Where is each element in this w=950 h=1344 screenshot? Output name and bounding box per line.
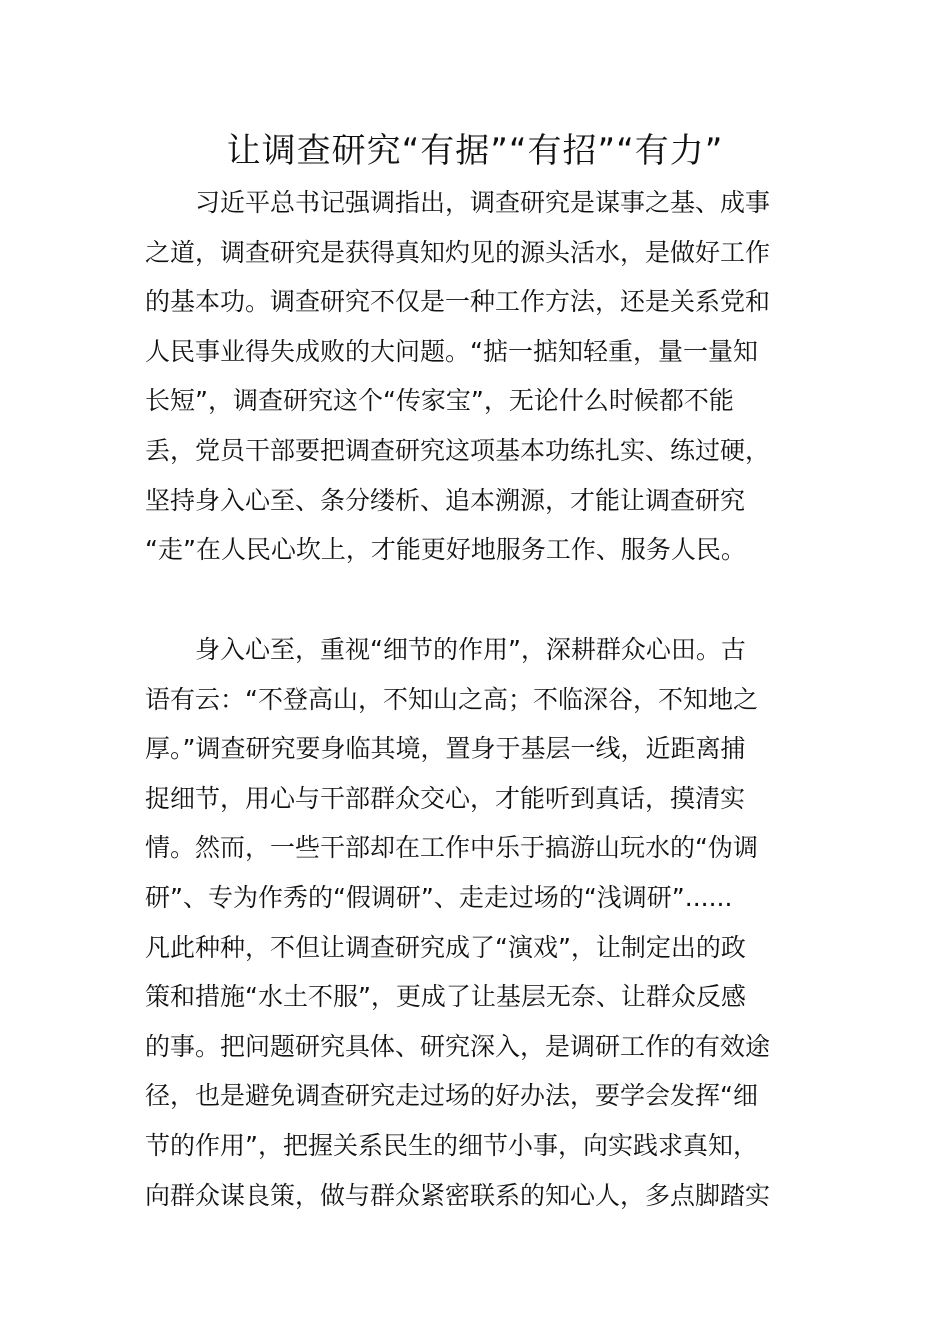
paragraph-line: 之道，调查研究是获得真知灼见的源头活水，是做好工作 [145, 237, 771, 267]
paragraph-line: 研”、专为作秀的“假调研”、走走过场的“浅调研”...... [145, 882, 733, 912]
paragraph-line: 长短”，调查研究这个“传家宝”，无论什么时候都不能 [145, 386, 734, 416]
paragraph-1 [145, 178, 807, 575]
paragraph-line: 习近平总书记强调指出，调查研究是谋事之基、成事 [195, 188, 771, 217]
paragraph-line: 丢，党员干部要把调查研究这项基本功练扎实、练过硬， [145, 435, 771, 465]
paragraph-line: 凡此种种，不但让调查研究成了“演戏”，让制定出的政 [145, 932, 746, 962]
paragraph-line: 的事。把问题研究具体、研究深入，是调研工作的有效途 [145, 1031, 771, 1061]
paragraph-line: 策和措施“水土不服”，更成了让基层无奈、让群众反感 [145, 982, 746, 1012]
paragraph-line: 坚持身入心至、条分缕析、追本溯源，才能让调查研究 [145, 485, 746, 515]
paragraph-line: 向群众谋良策，做与群众紧密联系的知心人，多点脚踏实 [145, 1180, 771, 1210]
document-title: 让调查研究“有据”“有招”“有力” [226, 131, 724, 171]
paragraph-line: 情。然而，一些干部却在工作中乐于搞游山玩水的“伪调 [145, 833, 758, 863]
paragraph-line: 语有云：“不登高山，不知山之高；不临深谷，不知地之 [145, 684, 758, 714]
paragraph-line: 节的作用”，把握关系民生的细节小事，向实践求真知， [145, 1130, 758, 1160]
paragraph-line: 人民事业得失成败的大问题。“掂一掂知轻重，量一量知 [145, 336, 758, 366]
paragraph-line: 身入心至，重视“细节的作用”，深耕群众心田。古 [195, 635, 746, 664]
paragraph-line: “走”在人民心坎上，才能更好地服务工作、服务人民。 [145, 535, 746, 565]
paragraph-line: 厚。”调查研究要身临其境，置身于基层一线，近距离捕 [145, 734, 746, 764]
paragraph-line: 的基本功。调查研究不仅是一种工作方法，还是关系党和 [145, 287, 771, 317]
paragraph-2 [145, 625, 807, 1220]
paragraph-line: 径，也是避免调查研究走过场的好办法，要学会发挥“细 [145, 1081, 758, 1111]
paragraph-line: 捉细节，用心与干部群众交心，才能听到真话，摸清实 [145, 783, 746, 813]
